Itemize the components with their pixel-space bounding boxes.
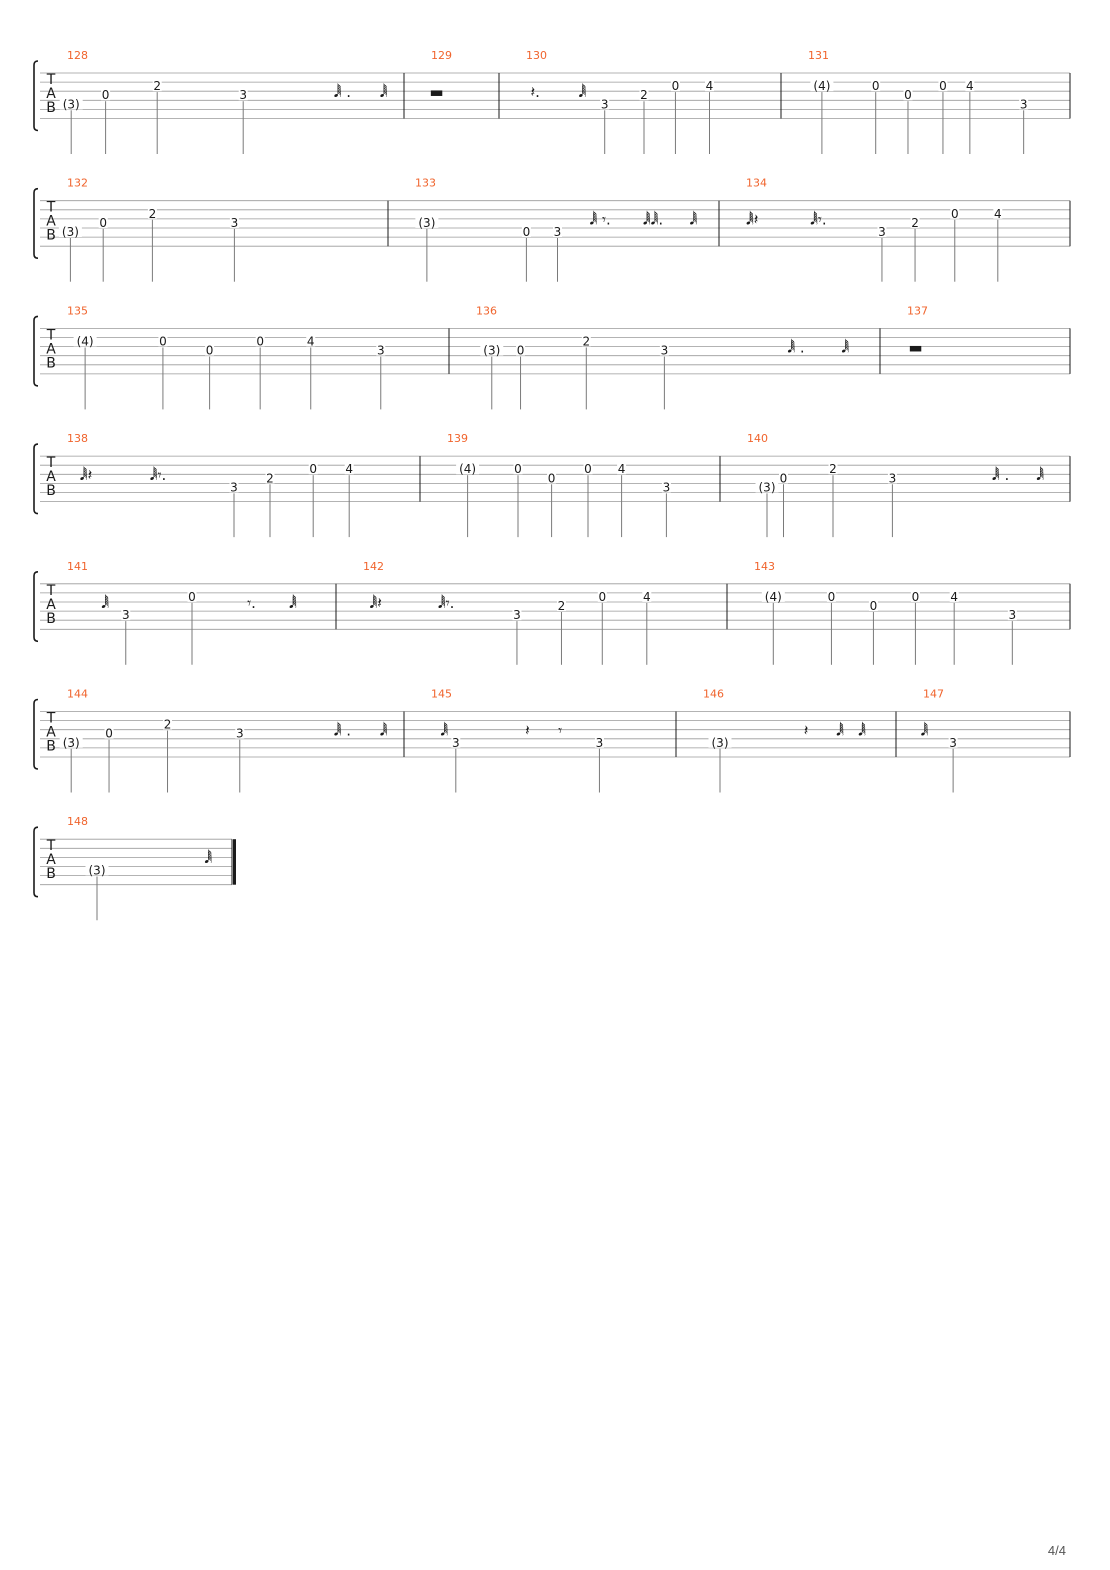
measure-number: 139	[447, 432, 468, 446]
fret-number: (3)	[88, 863, 106, 878]
tab-clef-letter: A	[46, 341, 56, 358]
fret-number: 0	[939, 79, 947, 94]
rest-symbol: 𝅘𝅥𝅲	[578, 83, 587, 101]
system-bracket	[34, 572, 38, 642]
fret-number: (3)	[61, 225, 79, 239]
fret-number: 3	[239, 88, 248, 103]
fret-number: 0	[598, 589, 607, 604]
measure-number: 134	[746, 176, 767, 190]
fret-number: 2	[640, 88, 648, 103]
tab-clef-letter: A	[46, 86, 56, 102]
fret-number: (3)	[418, 215, 436, 230]
system-bracket	[34, 827, 38, 897]
rest-symbol: 𝅘𝅥𝅲	[379, 83, 388, 101]
fret-number: 0	[904, 88, 912, 103]
fret-number: 3	[235, 726, 244, 741]
measure-number: 140	[747, 432, 768, 446]
rest-symbol: 𝅘𝅥𝅲	[836, 721, 844, 740]
fret-number: (3)	[758, 480, 776, 495]
measure-number: 143	[754, 559, 775, 573]
measure-number: 138	[67, 432, 88, 446]
tab-system	[34, 432, 1070, 537]
measure-number: 137	[907, 304, 928, 318]
rest-symbol: 𝅘𝅥𝅲	[841, 338, 850, 357]
tab-clef-letter: B	[46, 866, 56, 883]
fret-number: 0	[671, 79, 680, 94]
fret-number: 0	[99, 215, 108, 230]
fret-number: 3	[121, 608, 130, 623]
rest-symbol: 𝄾	[558, 721, 563, 740]
measure-number: 133	[415, 176, 436, 190]
fret-number: (4)	[76, 334, 94, 349]
fret-number: 3	[662, 480, 671, 495]
tab-clef-letter: T	[46, 327, 56, 344]
tab-system	[34, 304, 1070, 409]
measure-number: 144	[67, 687, 88, 701]
fret-number: 3	[878, 225, 886, 239]
measure-number: 129	[431, 49, 452, 62]
measure-number: 145	[431, 687, 452, 701]
rest-symbol: 𝅘𝅥𝅲𝄽	[369, 593, 382, 612]
rest-symbol: 𝅘𝅥𝅲 𝄾.	[589, 210, 611, 229]
fret-number: 0	[871, 79, 880, 94]
fret-number: 4	[617, 462, 626, 477]
tab-clef-letter: B	[46, 610, 56, 627]
tab-system	[34, 688, 1070, 793]
fret-number: 3	[553, 225, 562, 239]
fret-number: 4	[950, 589, 959, 604]
system-bracket	[34, 700, 38, 770]
tab-clef-letter: A	[46, 596, 56, 613]
page-number: 4/4	[1047, 1543, 1066, 1558]
rest-symbol: 𝅘𝅥𝅲	[858, 721, 866, 740]
measure-number: 135	[67, 304, 88, 318]
fret-number: 0	[584, 462, 592, 477]
measure-number: 131	[808, 49, 829, 62]
rest-symbol: 𝅘𝅥𝅲	[204, 849, 213, 868]
measure-number: 142	[363, 559, 384, 573]
tab-clef-letter: B	[46, 227, 56, 244]
fret-number: (3)	[483, 343, 501, 358]
fret-number: (3)	[62, 735, 80, 750]
fret-number: (3)	[62, 97, 80, 112]
rest-symbol: ▬	[908, 338, 923, 357]
fret-number: 0	[309, 462, 318, 477]
final-barline	[233, 839, 236, 885]
fret-number: 3	[230, 215, 239, 230]
fret-number: 0	[514, 462, 522, 477]
measure-number: 130	[526, 49, 547, 62]
fret-number: 3	[660, 343, 669, 358]
fret-number: 0	[911, 589, 920, 604]
system-bracket	[34, 444, 38, 513]
system-bracket	[34, 316, 38, 386]
rest-symbol: ▬	[429, 83, 444, 101]
rest-symbol: 𝄽.	[530, 83, 540, 101]
rest-symbol: 𝅘𝅥𝅲𝄽	[745, 210, 759, 229]
tab-clef-letter: B	[46, 355, 56, 372]
tab-system	[34, 49, 1070, 154]
fret-number: 4	[705, 79, 714, 94]
fret-number: 0	[105, 726, 113, 741]
rest-symbol: 𝄽	[525, 721, 530, 740]
fret-number: 0	[950, 206, 959, 221]
system-bracket	[34, 189, 38, 259]
tab-clef-letter: T	[46, 582, 56, 599]
fret-number: (4)	[764, 589, 782, 604]
fret-number: 3	[595, 735, 604, 750]
fret-number: 0	[869, 599, 878, 613]
rest-symbol: 𝅘𝅥𝅲	[689, 210, 698, 229]
tab-system	[34, 815, 236, 920]
rest-symbol: 𝅘𝅥𝅲𝄽	[79, 466, 93, 485]
fret-number: 2	[911, 215, 919, 230]
fret-number: 0	[159, 334, 167, 349]
fret-number: 2	[153, 79, 162, 94]
fret-number: 0	[779, 471, 788, 486]
tab-clef-letter: A	[46, 724, 56, 741]
rest-symbol: 𝅘𝅥𝅲	[288, 593, 297, 612]
rest-symbol: 𝅘𝅥𝅲	[101, 593, 110, 612]
fret-number: 3	[230, 480, 238, 495]
fret-number: 4	[306, 334, 315, 349]
rest-symbol: 𝅘𝅥𝅲	[440, 721, 449, 740]
fret-number: 2	[163, 717, 172, 732]
tab-system	[34, 177, 1070, 282]
fret-number: (3)	[711, 735, 729, 750]
fret-number: 0	[522, 225, 531, 239]
rest-symbol: 𝅘𝅥𝅲𝅘𝅥𝅲.	[642, 210, 664, 229]
tab-clef-letter: A	[46, 852, 56, 869]
fret-number: 2	[582, 334, 591, 349]
rest-symbol: 𝅘𝅥𝅲𝄾.	[437, 593, 455, 612]
rest-symbol: 𝅘𝅥𝅲	[920, 721, 929, 740]
rest-symbol: 𝅘𝅥𝅲 .	[991, 466, 1010, 485]
tab-clef-letter: T	[46, 72, 56, 88]
rest-symbol: 𝅘𝅥𝅲 .	[787, 338, 805, 357]
fret-number: 0	[256, 334, 264, 349]
fret-number: 2	[266, 471, 274, 486]
fret-number: 4	[642, 589, 651, 604]
tab-clef-letter: T	[46, 710, 56, 727]
tab-clef-letter: B	[46, 100, 56, 116]
rest-symbol: 𝄽	[803, 721, 809, 740]
fret-number: 2	[148, 206, 157, 221]
fret-number: 4	[345, 462, 354, 477]
measure-number: 132	[67, 176, 88, 190]
measure-number: 148	[67, 815, 88, 829]
tab-system	[34, 560, 1070, 665]
fret-number: 0	[827, 589, 836, 604]
fret-number: 3	[451, 735, 460, 750]
rest-symbol: 𝅘𝅥𝅲 .	[333, 83, 352, 101]
fret-number: 0	[101, 88, 110, 103]
rest-symbol: 𝅘𝅥𝅲	[379, 721, 388, 740]
tab-clef-letter: A	[46, 469, 56, 486]
fret-number: 3	[600, 97, 609, 112]
rest-symbol: 𝅘𝅥𝅲	[1036, 466, 1045, 485]
fret-number: 3	[376, 343, 385, 358]
measure-number: 146	[703, 687, 724, 701]
fret-number: (4)	[813, 79, 831, 94]
fret-number: (4)	[459, 462, 477, 477]
fret-number: 4	[993, 206, 1002, 221]
tab-clef-letter: T	[46, 838, 56, 855]
rest-symbol: 𝅘𝅥𝅲 .	[333, 721, 352, 740]
tab-clef-letter: B	[46, 738, 56, 755]
fret-number: 3	[513, 608, 521, 623]
system-bracket	[34, 61, 38, 131]
tab-clef-letter: A	[46, 213, 56, 230]
fret-number: 3	[888, 471, 897, 486]
fret-number: 0	[516, 343, 525, 358]
fret-number: 3	[949, 735, 957, 750]
fret-number: 2	[557, 599, 566, 613]
measure-number: 136	[476, 304, 497, 318]
tab-clef-letter: T	[46, 199, 56, 216]
fret-number: 2	[829, 462, 837, 477]
fret-number: 0	[547, 471, 556, 486]
measure-number: 147	[923, 687, 944, 701]
rest-symbol: 𝄾.	[247, 593, 256, 612]
rest-symbol: 𝅘𝅥𝅲𝄾.	[810, 210, 827, 229]
measure-number: 141	[67, 559, 88, 573]
fret-number: 0	[205, 343, 214, 358]
tab-clef-letter: B	[46, 483, 56, 500]
measure-number: 128	[67, 49, 88, 62]
fret-number: 3	[1019, 97, 1028, 112]
tab-clef-letter: T	[46, 455, 56, 472]
rest-symbol: 𝅘𝅥𝅲𝄾.	[149, 466, 167, 485]
fret-number: 4	[966, 79, 974, 94]
fret-number: 3	[1008, 608, 1017, 623]
fret-number: 0	[188, 589, 196, 604]
